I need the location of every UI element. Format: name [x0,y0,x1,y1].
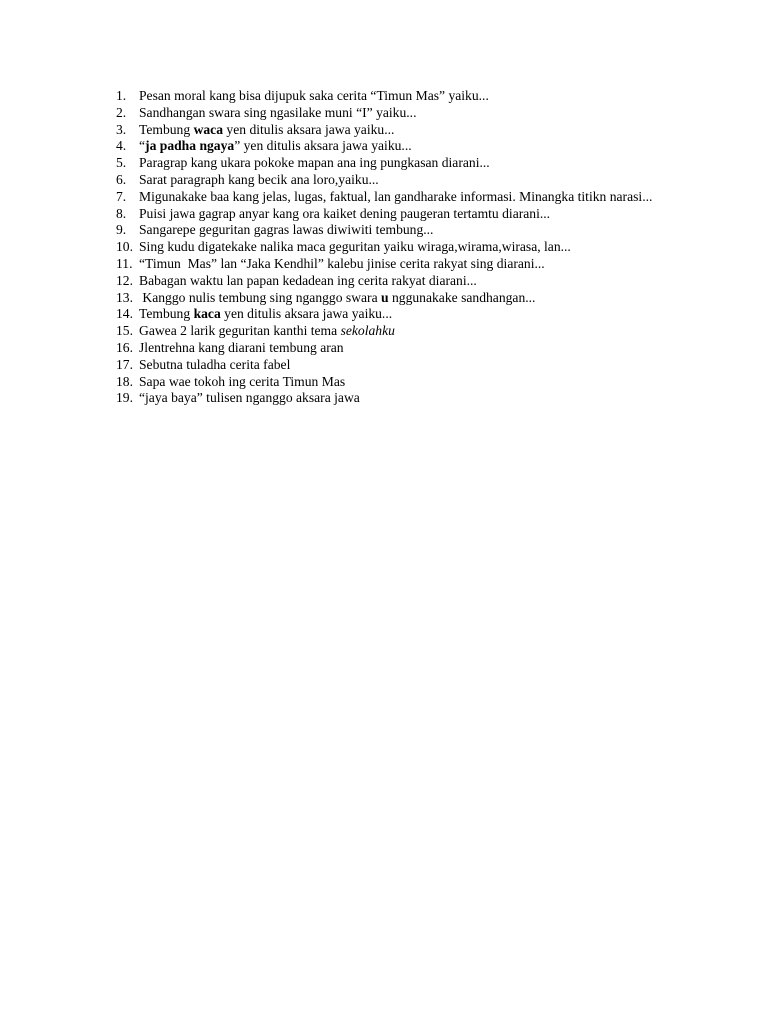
question-number: 15. [116,323,133,339]
question-text-segment: “Timun Mas” lan “Jaka Kendhil” kalebu jinise cerita rakyat sing diarani... [139,255,545,271]
question-text-segment: Paragrap kang ukara pokoke mapan ana ing pungkasan diarani... [139,155,490,171]
question-text-segment: Babagan waktu lan papan kedadean ing cerita rakyat diarani... [139,272,477,288]
question-text [139,357,686,374]
question-text [139,105,686,122]
question-number: 5. [116,155,127,171]
question-text-segment: Sandhangan swara sing ngasilake muni “I” yaiku... [139,104,417,120]
question-text [139,374,686,391]
question-text-segment: Tembung [139,121,194,137]
question-italic-term: sekolahku [340,323,395,339]
question-text-segment: Sebutna tuladha cerita fabel [139,356,291,372]
question-item [116,239,686,256]
question-number: 8. [116,205,127,221]
question-text-segment: Gawea 2 larik geguritan kanthi tema [139,323,341,339]
question-text-segment: Puisi jawa gagrap anyar kang ora kaiket dening paugeran tertamtu diarani... [139,205,551,221]
question-text [139,273,686,290]
question-text [139,88,686,105]
question-item [116,256,686,273]
question-item [116,290,686,307]
question-bold-term: ja padha ngaya [145,138,235,154]
question-number: 11. [116,255,133,271]
question-item [116,374,686,391]
question-text-segment: yen ditulis aksara jawa yaiku... [223,121,395,137]
question-text [139,155,686,172]
question-text [139,189,686,206]
question-text-segment: Sarat paragraph kang becik ana loro,yaiku... [139,171,379,187]
question-number: 17. [116,356,133,372]
question-item [116,122,686,139]
question-text-segment: ” yen ditulis aksara jawa yaiku... [234,138,412,154]
question-number: 18. [116,373,133,389]
question-number: 10. [116,239,133,255]
question-text [139,390,686,407]
question-text-segment: Tembung [139,306,194,322]
question-number: 4. [116,138,127,154]
question-text [139,239,686,256]
question-item [116,138,686,155]
question-item [116,390,686,407]
question-text-segment: yen ditulis aksara jawa yaiku... [220,306,393,322]
question-text [139,222,686,239]
question-text [139,256,686,273]
question-text [139,122,686,139]
question-item [116,105,686,122]
question-item [116,357,686,374]
question-text-segment: Sing kudu digatekake nalika maca geguritan yaiku wiraga,wirama,wirasa, lan... [139,239,571,255]
question-text-segment: Sapa wae tokoh ing cerita Timun Mas [139,373,346,389]
question-number: 1. [116,88,127,103]
question-item [116,88,686,105]
question-number: 13. [116,289,133,305]
question-item [116,222,686,239]
question-item [116,340,686,357]
question-text-segment: Sangarepe geguritan gagras lawas diwiwiti tembung... [139,222,434,238]
question-text-segment: nggunakake sandhangan... [388,289,536,305]
question-text-segment: Kanggo nulis tembung sing nganggo swara [139,289,382,305]
question-bold-term: waca [193,121,224,137]
question-number: 14. [116,306,133,322]
question-number: 7. [116,188,127,204]
question-item [116,155,686,172]
question-item [116,306,686,323]
question-item [116,172,686,189]
question-item [116,273,686,290]
question-text-segment: “jaya baya” tulisen nganggo aksara jawa [139,390,360,406]
question-text-segment: Migunakake baa kang jelas, lugas, faktual, lan gandharake informasi. Minangka titikn narasi... [139,188,653,204]
question-text-segment: Pesan moral kang bisa dijupuk saka cerita “Timun Mas” yaiku... [139,88,489,103]
question-text [139,138,686,155]
question-number: 16. [116,339,133,355]
question-text-segment: “ [139,138,146,154]
question-text [139,306,686,323]
question-item [116,323,686,340]
question-number: 3. [116,121,127,137]
question-text [139,172,686,189]
question-list [116,88,686,407]
question-item [116,189,686,206]
question-bold-term: u [381,289,389,305]
question-text-segment: Jlentrehna kang diarani tembung aran [139,339,344,355]
question-item [116,206,686,223]
question-number: 12. [116,272,133,288]
question-number: 2. [116,104,127,120]
question-text [139,340,686,357]
question-number: 9. [116,222,127,238]
question-number: 6. [116,171,127,187]
question-text [139,323,686,340]
question-text [139,206,686,223]
question-bold-term: kaca [193,306,221,322]
question-number: 19. [116,390,133,406]
question-text [139,290,686,307]
